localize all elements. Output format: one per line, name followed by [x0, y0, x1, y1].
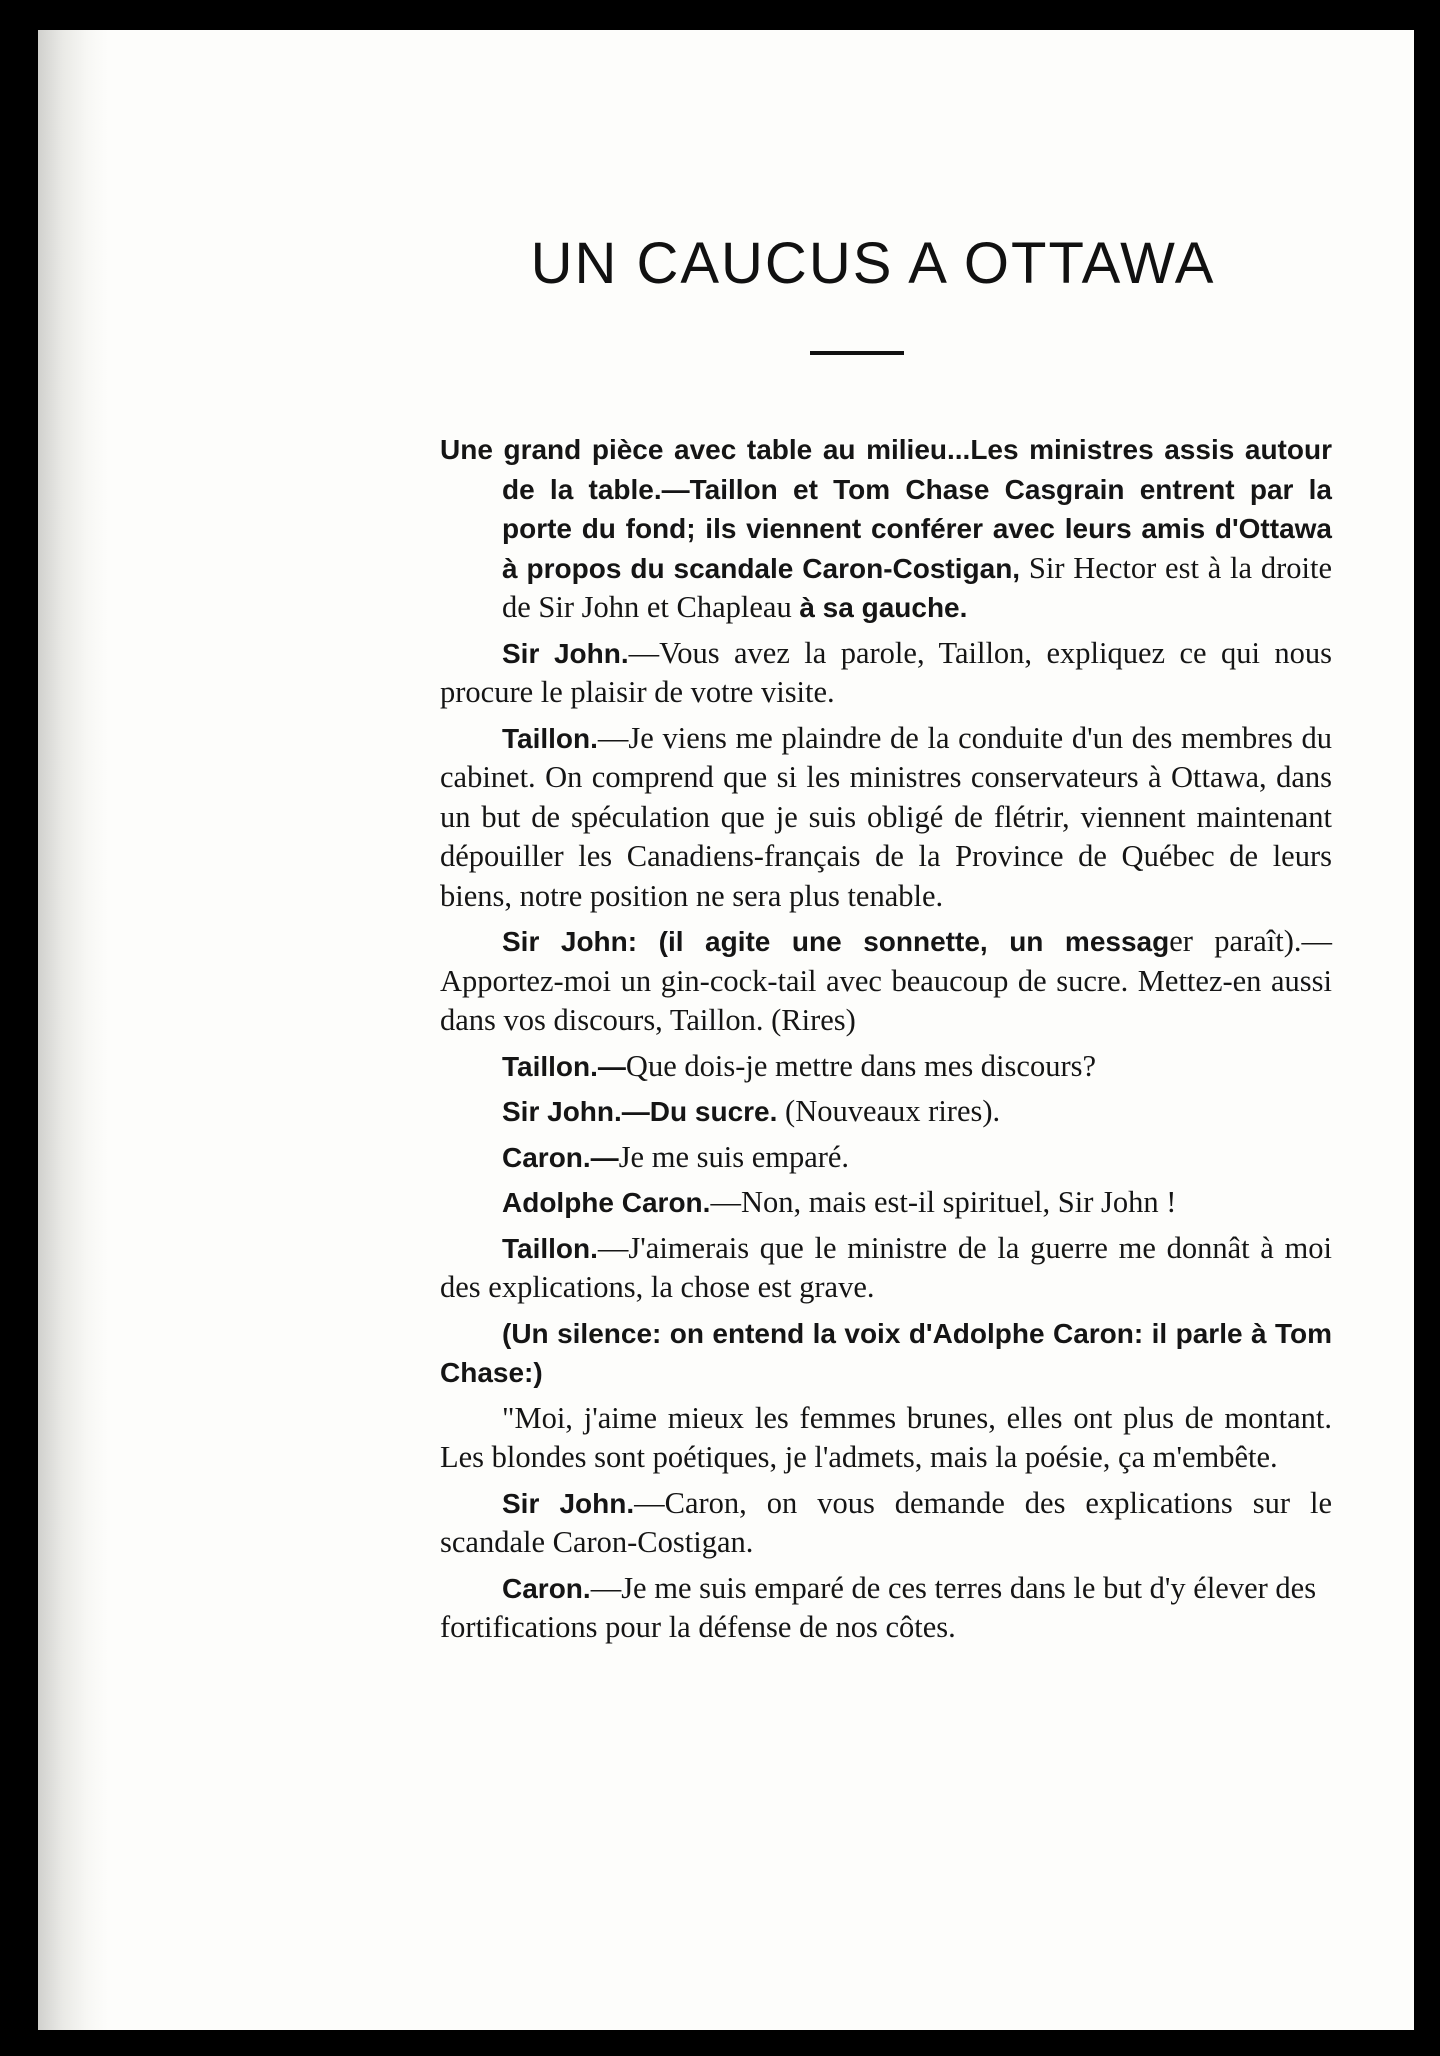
- stage-direction-bold: Une grand pièce avec table au milieu...Les ministres assis autour de la table.—Taillon et Tom Chase Casgrain entrent par la porte du fond; ils viennent conférer avec leurs amis d'Ottawa à propos du scandale Caron-Costigan,: [440, 434, 1332, 584]
- dialogue-paragraph: [440, 1047, 1332, 1087]
- stage-direction-bold-end: à sa gauche.: [799, 592, 968, 623]
- dialogue-text: Je me suis emparé.: [618, 1139, 850, 1174]
- speaker-label: Taillon.: [502, 1232, 598, 1264]
- dialogue-paragraph: [440, 1229, 1332, 1308]
- dialogue-paragraph: [440, 1138, 1332, 1178]
- dialogue-text: —Non, mais est-il spirituel, Sir John !: [710, 1185, 1177, 1219]
- dialogue-text: —Je viens me plaindre de la conduite d'un des membres du cabinet. On comprend que si les ministres conservateurs à Ottawa, dans un but de spéculation que je suis obligé de flétrir, viennent maintenant dépouiller les Canadiens-français de la Province de Québec de leurs biens, notre position ne sera plus tenable.: [440, 720, 1332, 913]
- dialogue-text: —Vous avez la parole, Taillon, expliquez ce qui nous procure le plaisir de votre visite.: [440, 635, 1332, 709]
- title-divider: [810, 351, 904, 355]
- dialogue-paragraph: [440, 1183, 1332, 1223]
- dialogue-paragraph: [440, 634, 1332, 713]
- stage-direction-paragraph: [440, 1314, 1332, 1393]
- dialogue-paragraph: [440, 922, 1332, 1041]
- stage-direction-text: Sir Hector est à la droite de Sir John et Chapleau: [502, 550, 1333, 624]
- dialogue-text: —J'aimerais que le ministre de la guerre me donnât à moi des explications, la chose est grave.: [440, 1230, 1332, 1304]
- quoted-speech-paragraph: [440, 1399, 1332, 1478]
- body-text: [440, 430, 1332, 1654]
- dialogue-text: Que dois-je mettre dans mes discours?: [625, 1048, 1097, 1083]
- speaker-label: Sir John.—Du sucre.: [502, 1096, 778, 1127]
- speaker-label: Taillon.: [502, 722, 598, 754]
- speaker-label: Adolphe Caron.: [502, 1187, 711, 1218]
- speaker-label: Sir John: (il agite une sonnette, un messag: [502, 926, 1170, 957]
- dialogue-paragraph: [440, 719, 1332, 917]
- speaker-label: Sir John.: [502, 1487, 635, 1519]
- dialogue-text: er paraît).—Apportez-moi un gin-cock-tail avec beaucoup de sucre. Mettez-en aussi dans vos discours, Taillon. (Rires): [440, 924, 1332, 1037]
- speaker-label: Caron.: [502, 1572, 591, 1604]
- page-title: UN CAUCUS A OTTAWA: [530, 231, 1216, 296]
- dialogue-text: (Nouveaux rires).: [777, 1094, 1001, 1128]
- dialogue-text: "Moi, j'aime mieux les femmes brunes, elles ont plus de montant. Les blondes sont poétiques, je l'admets, mais la poésie, ça m'embête.: [440, 1400, 1332, 1474]
- dialogue-paragraph: [440, 1569, 1332, 1648]
- dialogue-text: —Caron, on vous demande des explications sur le scandale Caron-Costigan.: [440, 1485, 1332, 1559]
- stage-direction-bold: (Un silence: on entend la voix d'Adolphe Caron: il parle à Tom Chase:): [440, 1317, 1332, 1388]
- dialogue-paragraph: [440, 1484, 1332, 1563]
- speaker-label: Caron.—: [502, 1141, 619, 1173]
- stage-direction-paragraph: [440, 430, 1332, 628]
- page-spine-shadow: [38, 30, 108, 2030]
- dialogue-text: —Je me suis emparé de ces terres dans le but d'y élever des fortifications pour la défense de nos côtes.: [440, 1570, 1317, 1644]
- speaker-label: Taillon.—: [502, 1050, 626, 1082]
- dialogue-paragraph: [440, 1092, 1332, 1132]
- speaker-label: Sir John.: [502, 637, 629, 669]
